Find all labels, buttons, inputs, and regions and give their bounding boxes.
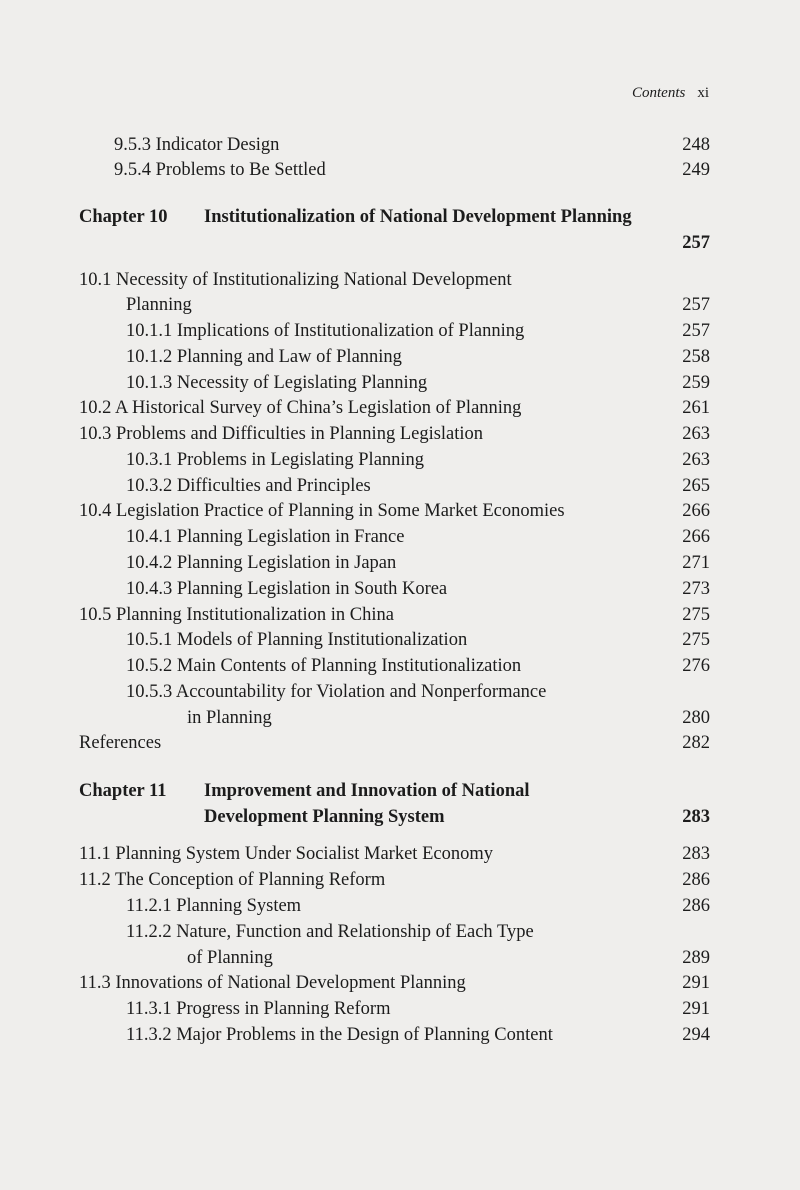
toc-page-references: 282	[682, 733, 710, 753]
chapter-11-heading	[79, 778, 639, 830]
toc-page-11-3: 291	[682, 973, 710, 993]
toc-page-10-4-3: 273	[682, 579, 710, 599]
chapter-11-label: Chapter 11	[79, 781, 167, 801]
toc-page-10-4: 266	[682, 501, 710, 521]
toc-page-10-1-1: 257	[682, 321, 710, 341]
chapter-10-page: 257	[682, 233, 710, 253]
toc-entry-11-2-2-cont: of Planning	[187, 948, 273, 968]
toc-entry-10-3-1: 10.3.1 Problems in Legislating Planning	[126, 450, 425, 470]
toc-page-9-5-4: 249	[682, 160, 710, 180]
toc-page-10-4-1: 266	[682, 527, 710, 547]
toc-page-10-5-3: 280	[682, 708, 710, 728]
toc-page-10-5: 275	[682, 605, 710, 625]
toc-page-11-2-2: 289	[682, 948, 710, 968]
toc-entry-11-2: 11.2 The Conception of Planning Reform	[79, 870, 386, 890]
toc-entry-10-1-1: 10.1.1 Implications of Institutionalization of Planning	[126, 321, 525, 341]
toc-entry-10-4: 10.4 Legislation Practice of Planning in Some Market Economies	[79, 501, 565, 521]
toc-entry-9-5-3: 9.5.3 Indicator Design	[114, 135, 280, 155]
toc-page-11-3-1: 291	[682, 999, 710, 1019]
toc-entry-10-5-3: 10.5.3 Accountability for Violation and Nonperformance	[126, 682, 547, 702]
toc-entry-9-5-4: 9.5.4 Problems to Be Settled	[114, 160, 326, 180]
toc-entry-10-1-cont: Planning	[126, 295, 192, 315]
toc-page-10-2: 261	[682, 398, 710, 418]
running-head	[632, 85, 709, 102]
running-head-page-number: xi	[697, 85, 709, 101]
toc-page-10-3-1: 263	[682, 450, 710, 470]
toc-entry-11-3-2: 11.3.2 Major Problems in the Design of Planning Content	[126, 1025, 553, 1045]
toc-entry-11-2-2: 11.2.2 Nature, Function and Relationship of Each Type	[126, 922, 534, 942]
chapter-11-page: 283	[682, 807, 710, 827]
running-head-title: Contents	[631, 85, 686, 101]
toc-page-10-3-2: 265	[682, 476, 710, 496]
chapter-11-title: Improvement and Innovation of National Development Planning System	[204, 781, 530, 827]
toc-entry-11-2-1: 11.2.1 Planning System	[126, 896, 302, 916]
toc-page-11-3-2: 294	[682, 1025, 710, 1045]
toc-entry-11-3: 11.3 Innovations of National Development Planning	[79, 973, 466, 993]
toc-page-10-4-2: 271	[682, 553, 710, 573]
toc-page-10-1-2: 258	[682, 347, 710, 367]
toc-entry-10-5-2: 10.5.2 Main Contents of Planning Institutionalization	[126, 656, 522, 676]
toc-page-10-5-2: 276	[682, 656, 710, 676]
toc-entry-10-4-3: 10.4.3 Planning Legislation in South Korea	[126, 579, 448, 599]
toc-entry-10-1: 10.1 Necessity of Institutionalizing National Development	[79, 270, 512, 290]
toc-entry-10-1-3: 10.1.3 Necessity of Legislating Planning	[126, 373, 428, 393]
toc-entry-10-4-2: 10.4.2 Planning Legislation in Japan	[126, 553, 397, 573]
toc-entry-10-5-1: 10.5.1 Models of Planning Institutionalization	[126, 630, 468, 650]
toc-page-9-5-3: 248	[682, 135, 710, 155]
toc-page-10-5-1: 275	[682, 630, 710, 650]
toc-page-10-1: 257	[682, 295, 710, 315]
chapter-10-title: Institutionalization of National Development Planning	[204, 207, 632, 227]
chapter-10-heading	[79, 204, 639, 256]
toc-page-11-2: 286	[682, 870, 710, 890]
toc-entry-10-1-2: 10.1.2 Planning and Law of Planning	[126, 347, 402, 367]
toc-entry-10-3: 10.3 Problems and Difficulties in Planning Legislation	[79, 424, 484, 444]
toc-entry-10-2: 10.2 A Historical Survey of China’s Legislation of Planning	[79, 398, 522, 418]
toc-entry-references: References	[79, 733, 162, 753]
toc-entry-10-5-3-cont: in Planning	[187, 708, 272, 728]
toc-entry-10-4-1: 10.4.1 Planning Legislation in France	[126, 527, 405, 547]
chapter-10-label: Chapter 10	[79, 207, 168, 227]
toc-entry-11-3-1: 11.3.1 Progress in Planning Reform	[126, 999, 391, 1019]
toc-entry-10-5: 10.5 Planning Institutionalization in China	[79, 605, 394, 625]
toc-page-10-1-3: 259	[682, 373, 710, 393]
toc-entry-11-1: 11.1 Planning System Under Socialist Market Economy	[79, 844, 493, 864]
toc-page-11-2-1: 286	[682, 896, 710, 916]
toc-page-10-3: 263	[682, 424, 710, 444]
toc-entry-10-3-2: 10.3.2 Difficulties and Principles	[126, 476, 371, 496]
toc-page-11-1: 283	[682, 844, 710, 864]
